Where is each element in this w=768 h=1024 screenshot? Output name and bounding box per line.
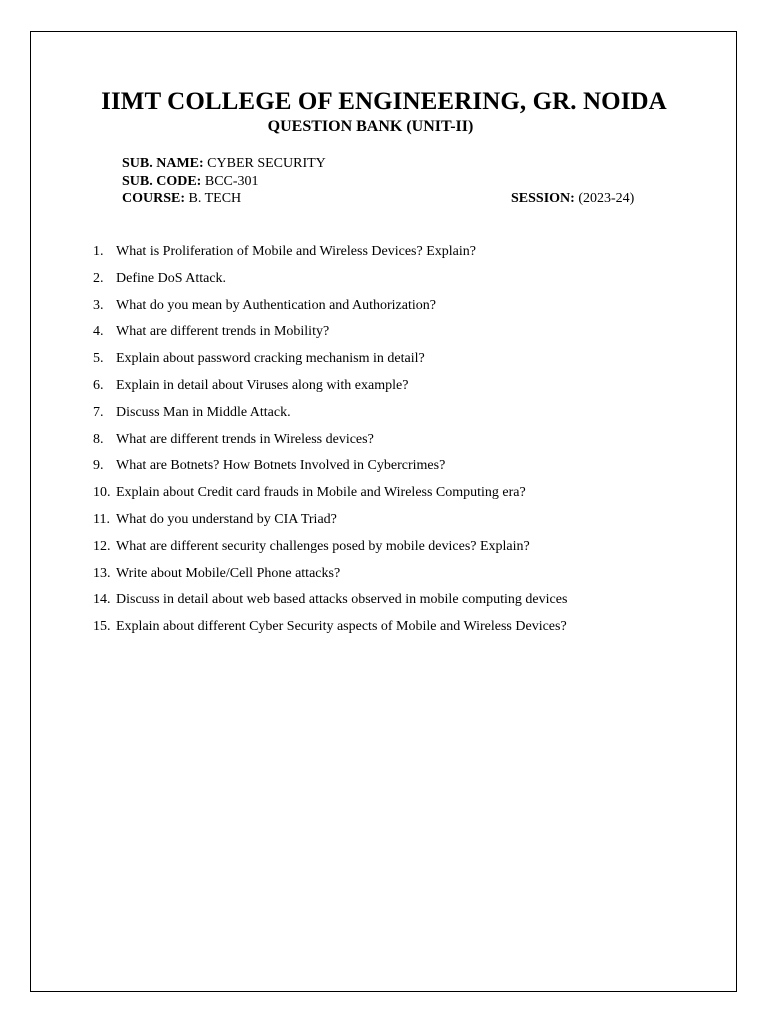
subject-name-value: CYBER SECURITY	[207, 156, 326, 171]
subject-code-value: BCC-301	[204, 174, 259, 189]
question-text: Discuss in detail about web based attacks observed in mobile computing devices	[116, 592, 568, 608]
question-number: 9.	[93, 458, 104, 474]
question-number: 1.	[93, 244, 104, 259]
question-number: 3.	[93, 297, 104, 313]
question-number: 13.	[93, 565, 111, 581]
question-number: 15.	[93, 619, 111, 635]
question-number: 6.	[93, 377, 104, 393]
question-text: What are Botnets? How Botnets Involved in Cybercrimes?	[116, 458, 446, 474]
college-title: IIMT COLLEGE OF ENGINEERING, GR. NOIDA	[101, 88, 667, 115]
question-number: 5.	[93, 351, 104, 367]
question-text: What are different trends in Mobility?	[116, 324, 330, 340]
question-number: 12.	[93, 538, 111, 554]
question-text: Explain about different Cyber Security aspects of Mobile and Wireless Devices?	[116, 619, 567, 635]
subject-name-line	[122, 155, 326, 173]
subject-name-label: SUB. NAME:	[122, 156, 204, 171]
question-number: 14.	[93, 592, 111, 608]
course-label: COURSE:	[122, 191, 186, 206]
question-text: Explain about Credit card frauds in Mobile and Wireless Computing era?	[116, 485, 526, 501]
question-text: What is Proliferation of Mobile and Wireless Devices? Explain?	[116, 244, 476, 259]
subject-code-label: SUB. CODE:	[122, 174, 202, 189]
question-text: Write about Mobile/Cell Phone attacks?	[116, 565, 341, 581]
question-text: What are different security challenges posed by mobile devices? Explain?	[116, 538, 530, 554]
question-text: What do you understand by CIA Triad?	[116, 511, 337, 527]
question-number: 4.	[93, 324, 104, 340]
question-text: What do you mean by Authentication and Authorization?	[116, 297, 436, 313]
document-subtitle: QUESTION BANK (UNIT-II)	[267, 118, 474, 135]
question-number: 11.	[93, 511, 110, 527]
session-line	[511, 190, 634, 208]
course-value: B. TECH	[188, 191, 242, 206]
question-number: 2.	[93, 270, 104, 286]
question-number: 7.	[93, 404, 104, 420]
session-label: SESSION:	[511, 191, 575, 206]
question-text: Explain about password cracking mechanism in detail?	[116, 351, 425, 367]
session-value: (2023-24)	[578, 191, 635, 206]
question-text: What are different trends in Wireless devices?	[116, 431, 374, 447]
question-text: Define DoS Attack.	[116, 270, 227, 286]
question-text: Discuss Man in Middle Attack.	[116, 404, 291, 420]
subject-code-line	[122, 173, 259, 191]
question-text: Explain in detail about Viruses along with example?	[116, 377, 409, 393]
course-line	[122, 190, 241, 208]
question-number: 8.	[93, 431, 104, 447]
question-number: 10.	[93, 485, 111, 501]
